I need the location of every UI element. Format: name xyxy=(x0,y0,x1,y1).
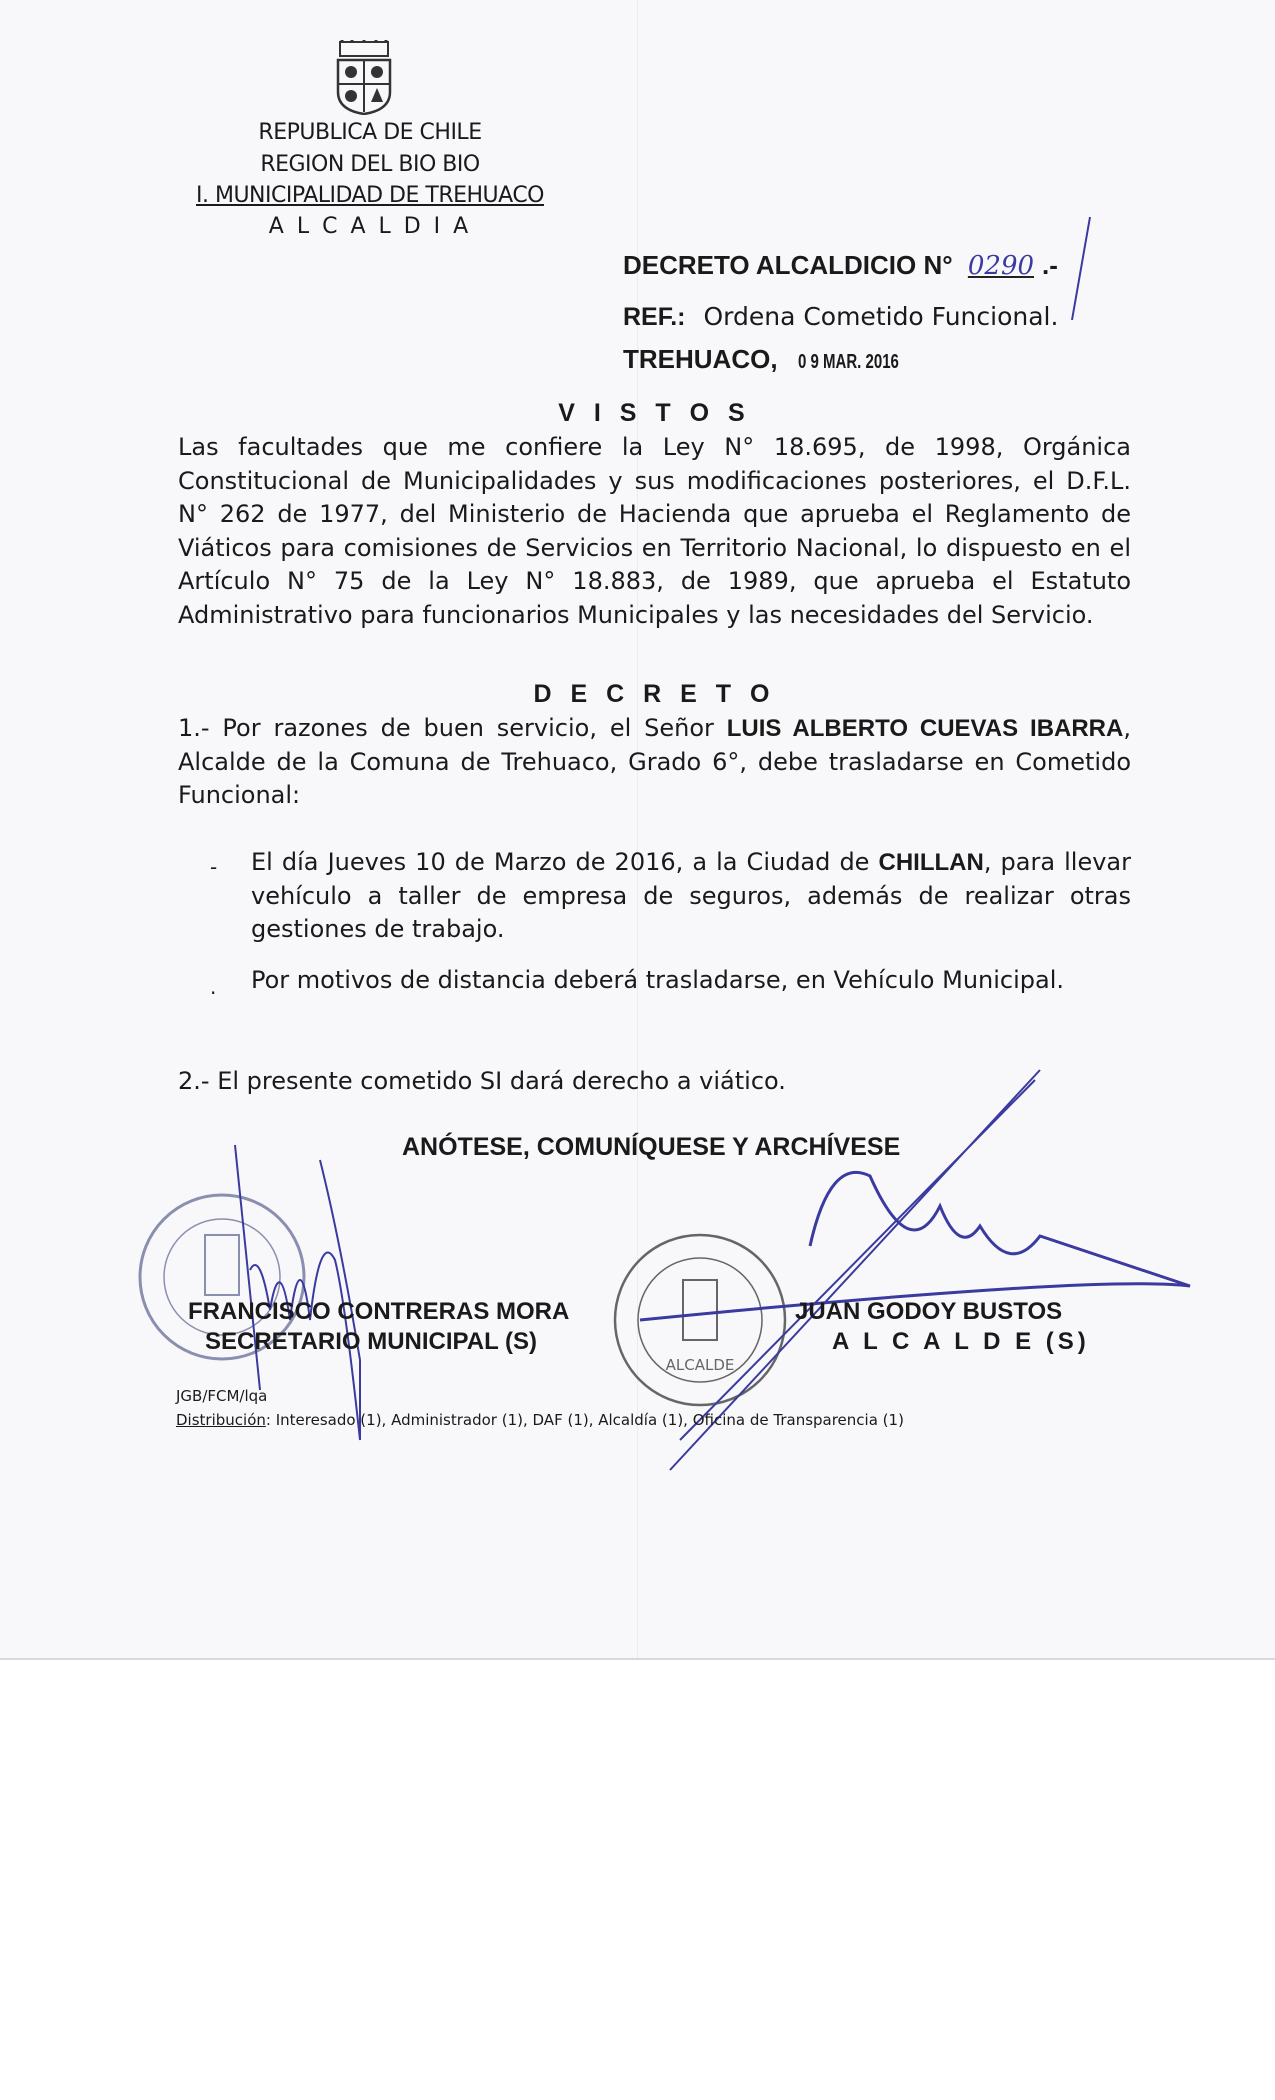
header-municipality: I. MUNICIPALIDAD DE TREHUACO xyxy=(196,183,544,208)
distribution-label: Distribución xyxy=(176,1411,266,1429)
distribution-text: : Interesado (1), Administrador (1), DAF (1), Alcaldía (1), Oficina de Transparencia (1) xyxy=(265,1411,904,1429)
item1-suffix: , Alcalde de la Comuna de Trehuaco, Grado 6°, debe trasladarse en Cometido Funcional: xyxy=(178,714,1131,809)
coat-of-arms-logo xyxy=(332,40,396,115)
decreto-item-1 xyxy=(178,712,1131,813)
closing-formula: ANÓTESE, COMUNÍQUESE Y ARCHÍVESE xyxy=(402,1133,901,1161)
decree-suffix: .- xyxy=(1042,250,1058,280)
vistos-title: V I S T O S xyxy=(558,399,751,427)
header-office: A L C A L D I A xyxy=(268,214,472,239)
svg-text:ALCALDE: ALCALDE xyxy=(665,1356,735,1374)
distribution xyxy=(176,1411,904,1429)
bullet1-suffix: , para llevar vehículo a taller de empresa de seguros, además de realizar otras gestiones de trabajo. xyxy=(251,848,1132,943)
decree-number: 0290 xyxy=(967,251,1035,281)
reference-line xyxy=(623,302,1058,332)
place: TREHUACO, xyxy=(623,344,778,374)
mayor-name: JUAN GODOY BUSTOS xyxy=(795,1298,1063,1325)
decreto-bullet-1 xyxy=(251,846,1131,947)
decree-number-slash-mark xyxy=(1050,215,1110,325)
bullet1-prefix: El día Jueves 10 de Marzo de 2016, a la Ciudad de xyxy=(251,848,879,876)
secretary-title: SECRETARIO MUNICIPAL (S) xyxy=(205,1328,538,1355)
ref-label: REF.: xyxy=(623,303,686,331)
item1-prefix: 1.- Por razones de buen servicio, el Señor xyxy=(178,714,727,742)
header-region: REGION DEL BIO BIO xyxy=(260,152,480,177)
mayor-title: A L C A L D E (S) xyxy=(832,1328,1090,1355)
decree-number-line xyxy=(623,250,1058,281)
bullet-marker-2: . xyxy=(210,975,217,999)
bullet-marker-1: - xyxy=(210,855,218,879)
item1-name: LUIS ALBERTO CUEVAS IBARRA xyxy=(726,715,1124,742)
decreto-title: D E C R E T O xyxy=(533,680,776,708)
decree-label: DECRETO ALCALDICIO N° xyxy=(623,250,953,280)
vistos-text: Las facultades que me confiere la Ley N° 18.695, de 1998, Orgánica Constitucional de Municipalidades y sus modificaciones posteriores, el D.F.L. N° 262 de 1977, del Ministerio de Hacienda que aprueba el Reglamento de Viáticos para comisiones de Servicios en Territorio Nacional, lo dispuesto en el Artículo N° 75 de la Ley N° 18.883, de 1989, que aprueba el Estatuto Administrativo para funcionarios Municipales y las necesidades del Servicio. xyxy=(178,433,1131,629)
place-date-line xyxy=(623,344,932,375)
initials: JGB/FCM/lqa xyxy=(176,1387,268,1405)
bullet1-city: CHILLAN xyxy=(878,849,984,876)
ref-text: Ordena Cometido Funcional. xyxy=(703,302,1059,331)
date-stamp: 0 9 MAR. 2016 xyxy=(797,351,899,373)
decreto-bullet-2: Por motivos de distancia deberá trasladarse, en Vehículo Municipal. xyxy=(251,966,1065,994)
decreto-item-2: 2.- El presente cometido SI dará derecho a viático. xyxy=(178,1067,786,1095)
header-country: REPUBLICA DE CHILE xyxy=(258,120,482,145)
secretary-name: FRANCISCO CONTRERAS MORA xyxy=(188,1298,570,1325)
